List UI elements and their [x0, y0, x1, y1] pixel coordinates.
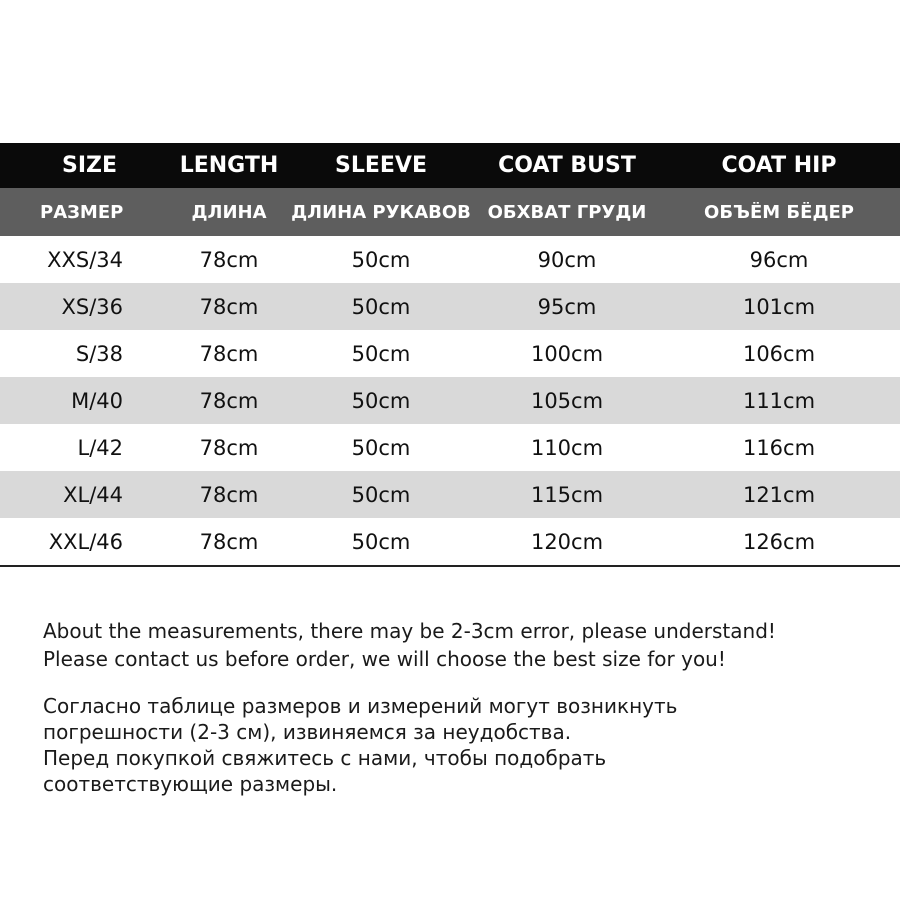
size-cell: XXS/34 — [47, 247, 123, 272]
header-sleeve: SLEEVE — [335, 153, 427, 178]
note-line: About the measurements, there may be 2-3cm error, please understand! — [43, 619, 776, 643]
size-cell: XXL/46 — [48, 529, 123, 554]
header-length: LENGTH — [179, 153, 279, 178]
bust-cell: 105cm — [530, 388, 604, 413]
sleeve-cell: 50cm — [351, 482, 411, 507]
sleeve-cell: 50cm — [351, 294, 411, 319]
note-line: соответствующие размеры. — [43, 772, 338, 796]
hip-cell: 126cm — [742, 529, 816, 554]
header-coat-bust: COAT BUST — [498, 153, 636, 178]
hip-cell: 121cm — [742, 482, 816, 507]
header-length-ru: ДЛИНА — [191, 201, 267, 223]
header-size-ru: РАЗМЕР — [40, 201, 124, 223]
sleeve-cell: 50cm — [351, 341, 411, 366]
table-row — [0, 236, 900, 283]
note-line: Перед покупкой свяжитесь с нами, чтобы подобрать — [43, 746, 607, 770]
notes-russian — [43, 693, 883, 797]
hip-cell: 101cm — [742, 294, 816, 319]
header-coat-hip: COAT HIP — [721, 153, 837, 178]
table-row — [0, 518, 900, 565]
bust-cell: 110cm — [530, 435, 604, 460]
size-cell: M/40 — [71, 388, 123, 413]
length-cell: 78cm — [199, 435, 259, 460]
sleeve-cell: 50cm — [351, 247, 411, 272]
length-cell: 78cm — [199, 294, 259, 319]
size-chart-table — [0, 143, 900, 567]
header-row-russian — [0, 188, 900, 236]
header-sleeve-ru: ДЛИНА РУКАВОВ — [291, 201, 471, 223]
size-cell: XL/44 — [63, 482, 123, 507]
length-cell: 78cm — [199, 341, 259, 366]
length-cell: 78cm — [199, 247, 259, 272]
length-cell: 78cm — [199, 388, 259, 413]
hip-cell: 106cm — [742, 341, 816, 366]
length-cell: 78cm — [199, 482, 259, 507]
size-cell: S/38 — [75, 341, 123, 366]
note-line: Согласно таблице размеров и измерений могут возникнуть — [43, 694, 678, 718]
size-cell: L/42 — [77, 435, 123, 460]
size-cell: XS/36 — [61, 294, 123, 319]
hip-cell: 96cm — [749, 247, 809, 272]
note-line: Please contact us before order, we will choose the best size for you! — [43, 647, 726, 671]
notes-english — [43, 617, 883, 673]
sleeve-cell: 50cm — [351, 388, 411, 413]
length-cell: 78cm — [199, 529, 259, 554]
sleeve-cell: 50cm — [351, 435, 411, 460]
bust-cell: 95cm — [537, 294, 597, 319]
note-line: погрешности (2-3 см), извиняемся за неудобства. — [43, 720, 572, 744]
header-row-english — [0, 143, 900, 188]
header-bust-ru: ОБХВАТ ГРУДИ — [487, 201, 647, 223]
hip-cell: 111cm — [742, 388, 816, 413]
table-row — [0, 330, 900, 377]
table-bottom-divider — [0, 565, 900, 567]
bust-cell: 90cm — [537, 247, 597, 272]
table-row — [0, 283, 900, 330]
bust-cell: 120cm — [530, 529, 604, 554]
hip-cell: 116cm — [742, 435, 816, 460]
bust-cell: 115cm — [530, 482, 604, 507]
table-row — [0, 424, 900, 471]
table-row — [0, 471, 900, 518]
header-size: SIZE — [62, 153, 118, 178]
table-row — [0, 377, 900, 424]
header-hip-ru: ОБЪЁМ БЁДЕР — [704, 201, 854, 223]
sleeve-cell: 50cm — [351, 529, 411, 554]
bust-cell: 100cm — [530, 341, 604, 366]
